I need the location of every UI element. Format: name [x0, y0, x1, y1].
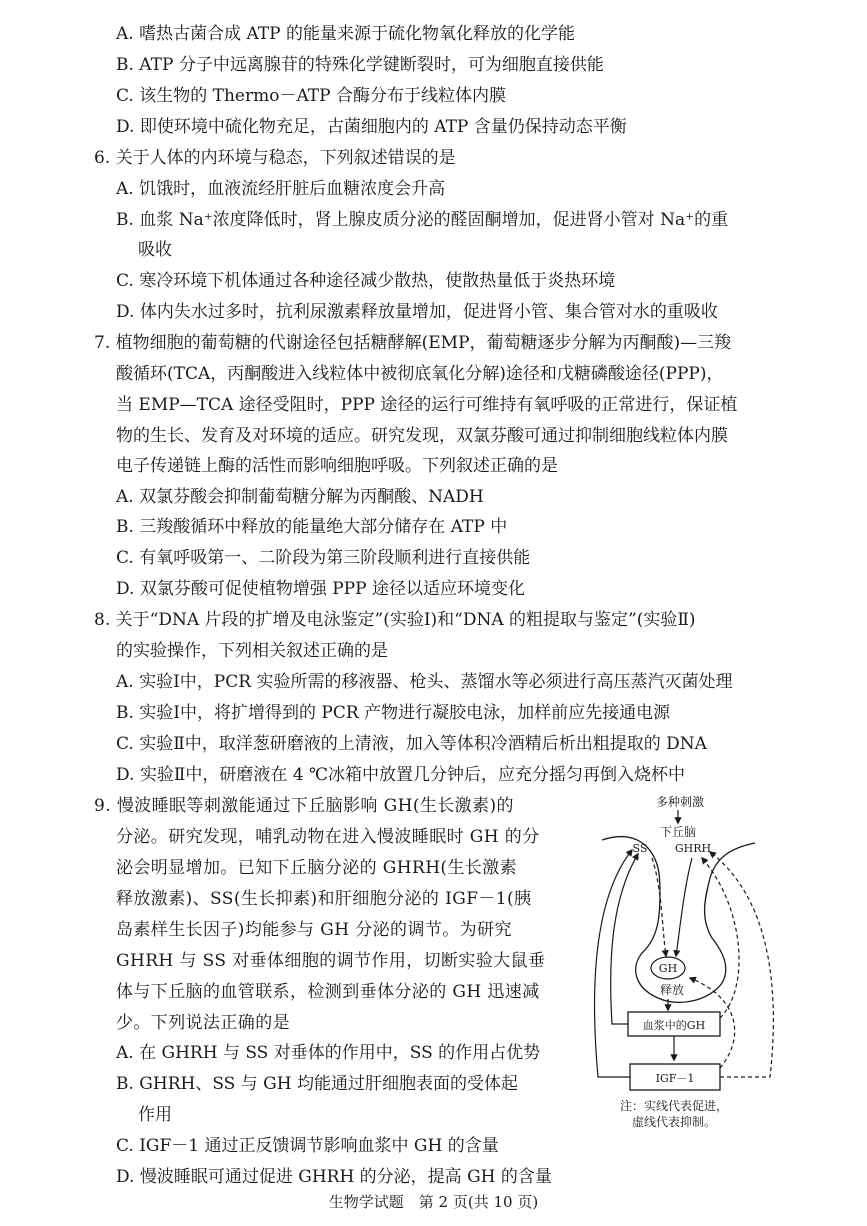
- q9-stem-line: 少。下列说法正确的是: [116, 1013, 290, 1033]
- q7-stem-line: 酸循环(TCA，丙酮酸进入线粒体中被彻底氧化分解)途径和戊糖磷酸途径(PPP)，: [116, 364, 724, 384]
- q9-stem-line: 9. 慢波睡眠等刺激能通过下丘脑影响 GH(生长激素)的: [94, 796, 514, 816]
- q5-option-a: A. 嗜热古菌合成 ATP 的能量来源于硫化物氧化释放的化学能: [116, 24, 576, 44]
- q6-option-b: B. 血浆 Na⁺浓度降低时，肾上腺皮质分泌的醛固酮增加，促进肾小管对 Na⁺的重: [116, 210, 729, 230]
- q5-option-b: B. ATP 分子中远离腺苷的特殊化学键断裂时，可为细胞直接供能: [116, 55, 604, 75]
- diagram-note-line1: 注：实线代表促进，: [620, 1099, 729, 1113]
- q8-option-c: C. 实验Ⅱ中，取洋葱研磨液的上清液，加入等体积冷酒精后析出粗提取的 DNA: [116, 734, 707, 754]
- q9-stem-line: 岛素样生长因子)均能参与 GH 分泌的调节。为研究: [116, 920, 512, 940]
- ghrh-label: GHRH: [674, 842, 712, 855]
- q7-option-b: B. 三羧酸循环中释放的能量绝大部分储存在 ATP 中: [116, 517, 508, 537]
- q7-option-d: D. 双氯芬酸可促使植物增强 PPP 途径以适应环境变化: [116, 579, 525, 599]
- q8-option-a: A. 实验Ⅰ中，PCR 实验所需的移液器、枪头、蒸馏水等必须进行高压蒸汽灭菌处理: [116, 672, 733, 692]
- q5-option-c: C. 该生物的 Thermo－ATP 合酶分布于线粒体内膜: [116, 86, 506, 106]
- igf-to-ss-arrow: [595, 850, 632, 1077]
- q7-option-a: A. 双氯芬酸会抑制葡萄糖分解为丙酮酸、NADH: [116, 487, 484, 507]
- plasma-gh-to-ghrh-arrow: [702, 858, 739, 1018]
- stimulus-label: 多种刺激: [655, 795, 705, 809]
- ghrh-promote-arrow: [676, 858, 692, 956]
- q9-stem-line: 体与下丘脑的血管联系，检测到垂体分泌的 GH 迅速减: [116, 982, 540, 1002]
- q6-option-a: A. 饥饿时，血液流经肝脏后血糖浓度会升高: [116, 179, 446, 199]
- q6-option-c: C. 寒冷环境下机体通过各种途径减少散热，使散热量低于炎热环境: [116, 271, 616, 291]
- gh-regulation-diagram: [580, 788, 790, 1138]
- igf-label: IGF－1: [655, 1072, 695, 1085]
- ss-label: SS: [632, 842, 648, 855]
- igf-to-ghrh-arrow: [710, 852, 773, 1077]
- q9-option-d: D. 慢波睡眠可通过促进 GHRH 的分泌，提高 GH 的含量: [116, 1167, 552, 1187]
- q6-stem: 6. 关于人体的内环境与稳态，下列叙述错误的是: [94, 148, 456, 168]
- release-label: 释放: [659, 983, 685, 997]
- q9-stem-line: 分泌。研究发现，哺乳动物在进入慢波睡眠时 GH 的分: [116, 827, 540, 847]
- q8-stem-line: 的实验操作，下列相关叙述正确的是: [116, 641, 388, 661]
- q7-option-c: C. 有氧呼吸第一、二阶段为第三阶段顺利进行直接供能: [116, 548, 531, 568]
- q7-stem-line: 7. 植物细胞的葡萄糖的代谢途径包括糖酵解(EMP，葡萄糖逐步分解为丙酮酸)—三羧: [94, 333, 732, 353]
- q9-option-b-cont: 作用: [138, 1105, 172, 1125]
- gh-label: GH: [658, 962, 678, 975]
- q9-option-b: B. GHRH、SS 与 GH 均能通过肝细胞表面的受体起: [116, 1074, 518, 1094]
- hypothalamus-pituitary-outline: [602, 837, 755, 1003]
- q6-option-d: D. 体内失水过多时，抗利尿激素释放量增加，促进肾小管、集合管对水的重吸收: [116, 302, 718, 322]
- q9-option-a: A. 在 GHRH 与 SS 对垂体的作用中，SS 的作用占优势: [116, 1043, 541, 1063]
- q7-stem-line: 当 EMP—TCA 途径受阻时，PPP 途径的运行可维持有氧呼吸的正常进行，保证植: [116, 395, 738, 415]
- plasma-gh-label: 血浆中的GH: [642, 1019, 706, 1032]
- hypothalamus-label: 下丘脑: [659, 825, 697, 839]
- q8-option-d: D. 实验Ⅱ中，研磨液在 4 ℃冰箱中放置几分钟后，应充分摇匀再倒入烧杯中: [116, 765, 686, 785]
- q5-option-d: D. 即使环境中硫化物充足，古菌细胞内的 ATP 含量仍保持动态平衡: [116, 117, 627, 137]
- q7-stem-line: 电子传递链上酶的活性而影响细胞呼吸。下列叙述正确的是: [116, 456, 558, 476]
- q9-stem-line: GHRH 与 SS 对垂体细胞的调节作用，切断实验大鼠垂: [116, 951, 546, 971]
- q8-stem-line: 8. 关于“DNA 片段的扩增及电泳鉴定”(实验Ⅰ)和“DNA 的粗提取与鉴定”(实验Ⅱ): [94, 610, 696, 630]
- q9-stem-line: 释放激素)、SS(生长抑素)和肝细胞分泌的 IGF－1(胰: [116, 889, 532, 909]
- q6-option-b-cont: 吸收: [138, 240, 172, 260]
- q9-option-c: C. IGF－1 通过正反馈调节影响血浆中 GH 的含量: [116, 1136, 499, 1156]
- q7-stem-line: 物的生长、发育及对环境的适应。研究发现，双氯芬酸可通过抑制细胞线粒体内膜: [116, 426, 728, 446]
- q9-stem-line: 泌会明显增加。已知下丘脑分泌的 GHRH(生长激素: [116, 858, 518, 878]
- page-footer: 生物学试题 第 2 页(共 10 页): [328, 1193, 539, 1211]
- diagram-note-line2: 虚线代表抑制。: [632, 1115, 717, 1129]
- q8-option-b: B. 实验Ⅰ中，将扩增得到的 PCR 产物进行凝胶电泳，加样前应先接通电源: [116, 703, 671, 723]
